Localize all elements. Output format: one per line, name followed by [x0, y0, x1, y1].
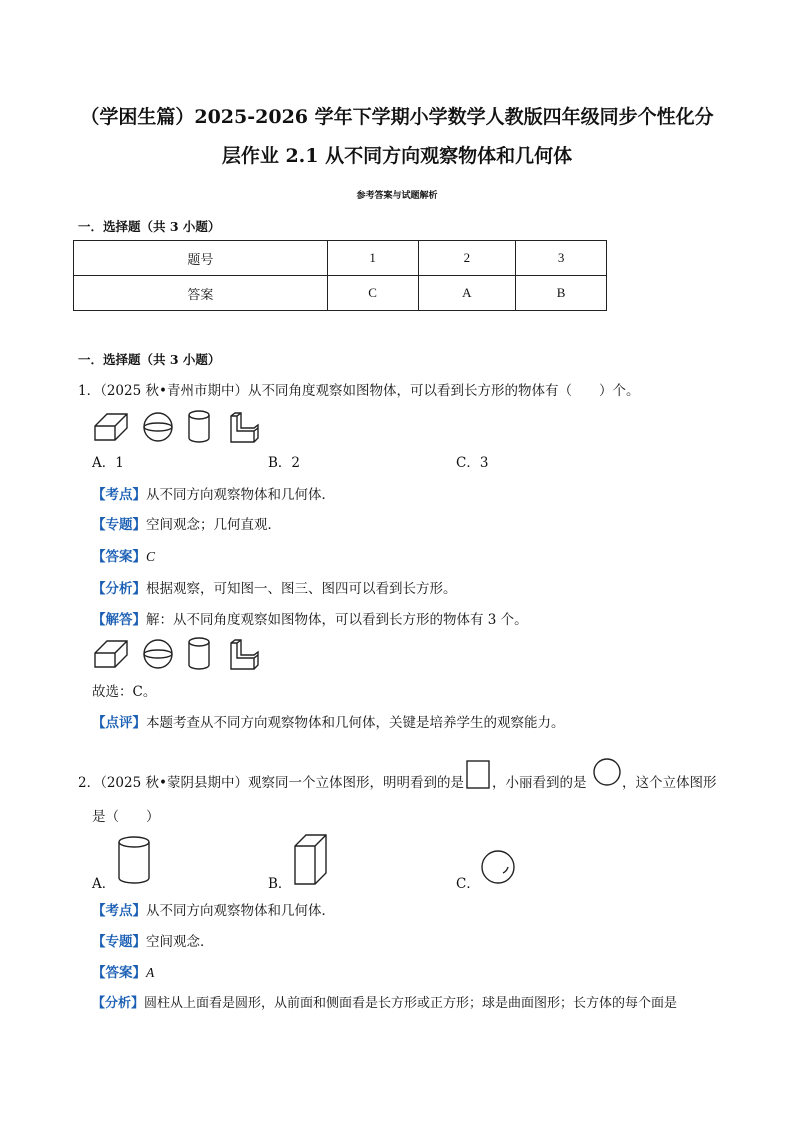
q2-zhuanti [92, 933, 214, 951]
q1-option-b: B．2 [268, 455, 301, 471]
fenxi-text: 根据观察，可知图一、图三、图四可以看到长方形。 [146, 581, 457, 597]
doc-title-line2: 层作业 2.1 从不同方向观察物体和几何体 [221, 145, 573, 167]
l-block-icon [230, 412, 260, 444]
sphere-icon [481, 850, 517, 886]
q1-jieda [92, 611, 528, 629]
tag-label: 【答案】 [92, 549, 146, 565]
tag-label: 【专题】 [92, 934, 146, 950]
sphere-icon [142, 412, 174, 442]
l-block-icon [230, 639, 260, 671]
fenxi-text: 圆柱从上面看是圆形，从前面和侧面看是长方形或正方形；球是曲面图形；长方体的每个面是 [144, 996, 678, 1011]
cylinder-icon [118, 836, 152, 886]
q1-stem: 1．（2025 秋•青州市期中）从不同角度观察如图物体，可以看到长方形的物体有（ ）个。 [78, 383, 640, 399]
dianping-text: 本题考查从不同方向观察物体和几何体，关键是培养学生的观察能力。 [146, 715, 565, 731]
q1-zhuanti [92, 516, 281, 534]
q1-dianping [92, 714, 565, 732]
answer-table [73, 240, 607, 311]
sphere-icon [142, 639, 174, 669]
q2-daan [92, 964, 154, 982]
table-cell: 2 [418, 241, 516, 276]
q2-kaodian [92, 902, 335, 920]
q2-option-c: C． [456, 876, 480, 892]
q1-option-a: A．1 [92, 455, 124, 471]
circle-view-icon [592, 758, 624, 790]
q2-stem-part2: ，小丽看到的是 [492, 775, 587, 791]
zhuanti-text: 空间观念；几何直观． [146, 517, 281, 533]
q1-guxuan: 故选：C。 [92, 684, 157, 700]
q1-answer-figure-row [92, 637, 272, 673]
tag-label: 【分析】 [92, 996, 145, 1011]
table-head-cell: 题号 [74, 241, 328, 276]
cuboid-icon [94, 412, 128, 442]
tag-label: 【答案】 [92, 965, 146, 981]
q2-fenxi [92, 995, 677, 1013]
tag-label: 【考点】 [92, 903, 146, 919]
doc-title-line1: （学困生篇）2025-2026 学年下学期小学数学人教版四年级同步个性化分 [80, 106, 714, 128]
q1-fenxi [92, 580, 457, 598]
cuboid-icon [294, 834, 328, 886]
table-head-cell: 答案 [74, 276, 328, 311]
q1-kaodian [92, 486, 335, 504]
q2-stem-part3: ，这个立体图形 [622, 775, 717, 791]
q1-option-c: C．3 [456, 455, 489, 471]
cuboid-icon [94, 639, 128, 669]
tag-label: 【专题】 [92, 517, 146, 533]
section-heading-questions: 一．选择题（共 3 小题） [78, 352, 221, 367]
table-cell: A [418, 276, 516, 311]
tag-label: 【点评】 [92, 715, 146, 731]
table-cell: 3 [516, 241, 607, 276]
kaodian-text: 从不同方向观察物体和几何体． [146, 903, 335, 919]
tag-label: 【分析】 [92, 581, 146, 597]
section-heading-answers: 一．选择题（共 3 小题） [78, 219, 221, 234]
q1-daan [92, 548, 155, 566]
table-cell: B [516, 276, 607, 311]
q2-option-a: A． [92, 876, 116, 892]
table-cell: C [327, 276, 418, 311]
daan-text: C [146, 549, 156, 564]
table-cell: 1 [327, 241, 418, 276]
tag-label: 【考点】 [92, 487, 146, 503]
q2-option-b: B． [268, 876, 292, 892]
kaodian-text: 从不同方向观察物体和几何体． [146, 487, 335, 503]
daan-text: A [146, 965, 155, 980]
tag-label: 【解答】 [92, 612, 146, 628]
zhuanti-text: 空间观念． [146, 934, 214, 950]
q2-stem-part1: 2．（2025 秋•蒙阴县期中）观察同一个立体图形，明明看到的是 [78, 775, 464, 791]
q1-figure-row [92, 410, 272, 446]
table-row [74, 241, 607, 276]
q2-stem-part4: 是（ ） [92, 809, 160, 825]
doc-subtitle: 参考答案与试题解析 [356, 191, 438, 201]
jieda-text: 解：从不同角度观察如图物体，可以看到长方形的物体有 3 个。 [146, 612, 528, 628]
rectangle-view-icon [466, 760, 492, 790]
cylinder-icon [188, 410, 210, 444]
table-row [74, 276, 607, 311]
cylinder-icon [188, 637, 210, 671]
